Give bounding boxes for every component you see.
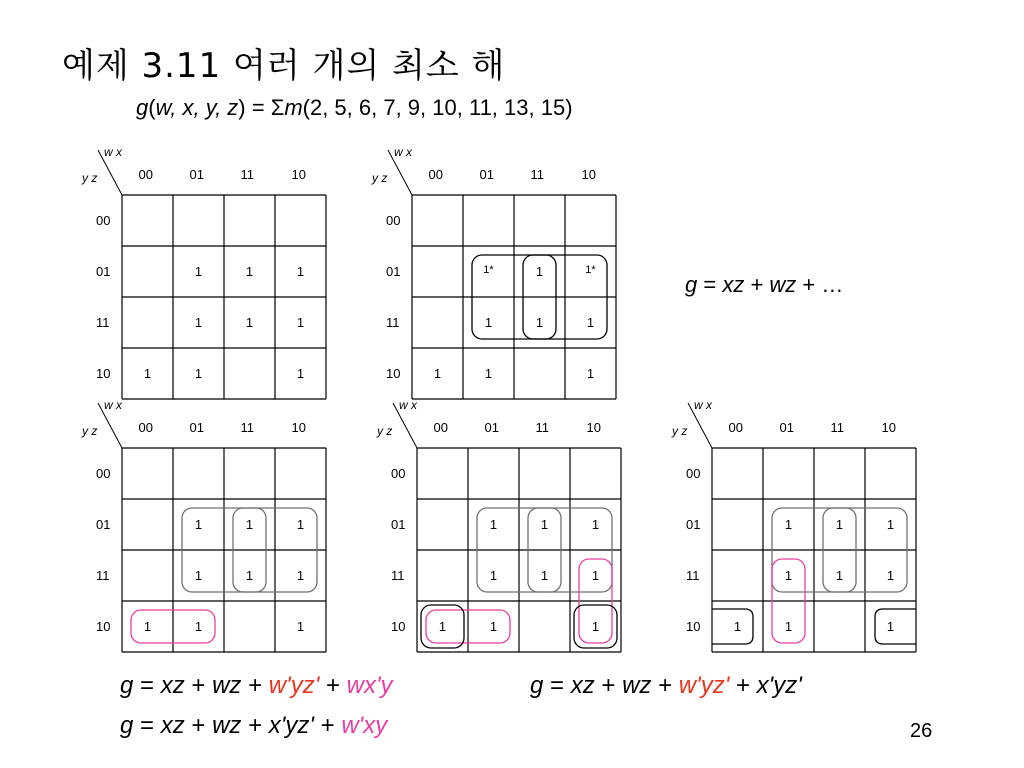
kmap-cell-value: 1 [886,618,895,634]
kmap-cell-value: 1 [784,618,793,634]
eq-equals: = [133,712,161,739]
eq-term-pink: w'xy [341,712,388,739]
kmap-cell-value: 1 [591,618,600,634]
eq-plus: + [241,672,269,699]
eq-equals: = [543,672,571,699]
wx-label: w x [104,398,122,412]
row-header-10: 10 [686,618,701,634]
minterm-symbol: m [284,95,303,120]
eq-plus: + [241,712,269,739]
kmap-cell-value: 1 [835,516,844,532]
eq-term-xz: xz [160,672,185,699]
wx-label: w x [394,145,412,159]
column-header-00: 00 [428,167,443,182]
column-header-00: 00 [728,420,743,435]
kmap-cell-value: 1 [296,567,305,583]
eq-ellipsis: + … [796,272,844,297]
kmap-cell-value: 1 [591,516,600,532]
column-header-11: 11 [240,420,254,435]
kmap-cell-value: 1 [489,516,498,532]
equation-partial [685,272,843,298]
equals-sign: = [245,95,271,120]
yz-label: y z [372,171,388,185]
kmap-cell-value: 1 [194,516,203,532]
eq-g: g [530,672,544,699]
equation-a [120,672,393,700]
row-header-00: 00 [391,465,406,481]
eq-plus: + [319,672,347,699]
eq-term-black: x'yz' [268,712,314,739]
eq-g: g [120,712,134,739]
eq-plus: + [744,272,770,297]
kmap-4 [375,398,695,648]
column-header-01: 01 [484,420,499,435]
row-header-01: 01 [391,516,406,532]
kmap-cell-value: 1 [591,567,600,583]
row-header-00: 00 [96,465,111,481]
kmap-1 [80,145,400,395]
kmap-3 [80,398,400,648]
column-header-10: 10 [581,167,596,182]
eq-equals: = [133,672,161,699]
function-definition: g(w, x, y, z) = Σm(2, 5, 6, 7, 9, 10, 11, 13, 15) [136,95,573,120]
row-header-11: 11 [96,314,110,330]
row-header-10: 10 [391,618,406,634]
kmap-cell-value: 1 [245,516,254,532]
slide-title: 예제 3.11 여러 개의 최소 해 [62,46,506,86]
eq-term-pink: wx'y [346,672,393,699]
kmap-cell-value: 1 [296,516,305,532]
row-header-00: 00 [96,212,111,228]
kmap-cell-value: 1 [535,314,544,330]
eq-plus: + [184,712,213,739]
column-header-10: 10 [586,420,601,435]
yz-label: y z [672,424,688,438]
wx-label: w x [104,145,122,159]
kmap-cell-value: 1 [194,365,203,381]
row-header-10: 10 [96,618,111,634]
kmap-cell-value: 1 [733,618,742,634]
equation-c [120,712,387,740]
row-header-01: 01 [96,263,111,279]
function-args: w, x, y, z [155,95,239,120]
kmap-cell-value: 1 [784,516,793,532]
eq-term-xz: xz [570,672,595,699]
eq-g: g [120,672,134,699]
eq-term-red: w'yz' [268,672,320,699]
column-header-01: 01 [189,420,204,435]
kmap-cell-value: 1 [296,263,305,279]
kmap-cell-value: 1 [535,263,544,279]
eq-plus: + [313,712,342,739]
eq-g: g [685,272,698,297]
kmap-cell-value: 1 [489,618,498,634]
eq-plus: + [184,672,213,699]
wx-label: w x [399,398,417,412]
kmap-cell-value: 1 [886,567,895,583]
column-header-00: 00 [433,420,448,435]
kmap-cell-value: 1* [483,263,494,276]
row-header-10: 10 [386,365,401,381]
kmap-cell-value: 1 [784,567,793,583]
kmap-cell-value: 1 [296,365,305,381]
row-header-11: 11 [96,567,110,583]
column-header-01: 01 [189,167,204,182]
kmap-cell-value: 1 [540,516,549,532]
row-header-00: 00 [686,465,701,481]
kmap-cell-value: 1 [438,618,447,634]
kmap-cell-value: 1 [433,365,442,381]
yz-label: y z [377,424,393,438]
row-header-00: 00 [386,212,401,228]
row-header-01: 01 [96,516,111,532]
wx-label: w x [694,398,712,412]
kmap-cell-value: 1 [194,618,203,634]
column-header-11: 11 [240,167,254,182]
minterm-list: (2, 5, 6, 7, 9, 10, 11, 13, 15) [302,95,573,120]
sigma-symbol: Σ [270,95,285,120]
row-header-11: 11 [391,567,405,583]
column-header-11: 11 [535,420,549,435]
kmap-5 [670,398,990,648]
eq-plus: + [729,672,757,699]
kmap-cell-value: 1 [586,314,595,330]
column-header-10: 10 [291,167,306,182]
eq-term-wz: wz [769,272,797,297]
column-header-11: 11 [830,420,844,435]
kmap-cell-value: 1 [143,365,152,381]
kmap-cell-value: 1 [194,263,203,279]
function-name: g [136,95,149,120]
page-number: 26 [910,720,933,742]
row-header-10: 10 [96,365,111,381]
kmap-cell-value: 1 [484,314,493,330]
row-header-11: 11 [386,314,400,330]
eq-term-wz: wz [212,672,242,699]
column-header-10: 10 [291,420,306,435]
column-header-00: 00 [138,167,153,182]
kmap-cell-value: 1 [245,314,254,330]
kmap-cell-value: 1 [296,314,305,330]
kmap-cell-value: 1 [586,365,595,381]
row-header-01: 01 [686,516,701,532]
eq-term-wz: wz [622,672,652,699]
eq-equals: = [697,272,723,297]
kmap-cell-value: 1 [245,567,254,583]
kmap-cell-value: 1 [540,567,549,583]
kmap-cell-value: 1 [296,618,305,634]
yz-label: y z [82,424,98,438]
row-header-11: 11 [686,567,700,583]
kmap-cell-value: 1 [886,516,895,532]
kmap-cell-value: 1* [585,263,596,276]
kmap-cell-value: 1 [143,618,152,634]
kmap-cell-value: 1 [835,567,844,583]
eq-term-black: x'yz' [756,672,802,699]
equation-b [530,672,802,700]
column-header-01: 01 [779,420,794,435]
kmap-cell-value: 1 [245,263,254,279]
column-header-01: 01 [479,167,494,182]
kmap-cell-value: 1 [194,314,203,330]
kmap-cell-value: 1 [489,567,498,583]
eq-term-red: w'yz' [678,672,730,699]
eq-plus: + [594,672,623,699]
row-header-01: 01 [386,263,401,279]
eq-term-wz: wz [212,712,242,739]
kmap-cell-value: 1 [484,365,493,381]
column-header-00: 00 [138,420,153,435]
kmap-cell-value: 1 [194,567,203,583]
yz-label: y z [82,171,98,185]
kmap-2 [370,145,690,395]
column-header-11: 11 [530,167,544,182]
eq-plus: + [651,672,679,699]
eq-term-xz: xz [722,272,745,297]
eq-term-xz: xz [160,712,185,739]
column-header-10: 10 [881,420,896,435]
